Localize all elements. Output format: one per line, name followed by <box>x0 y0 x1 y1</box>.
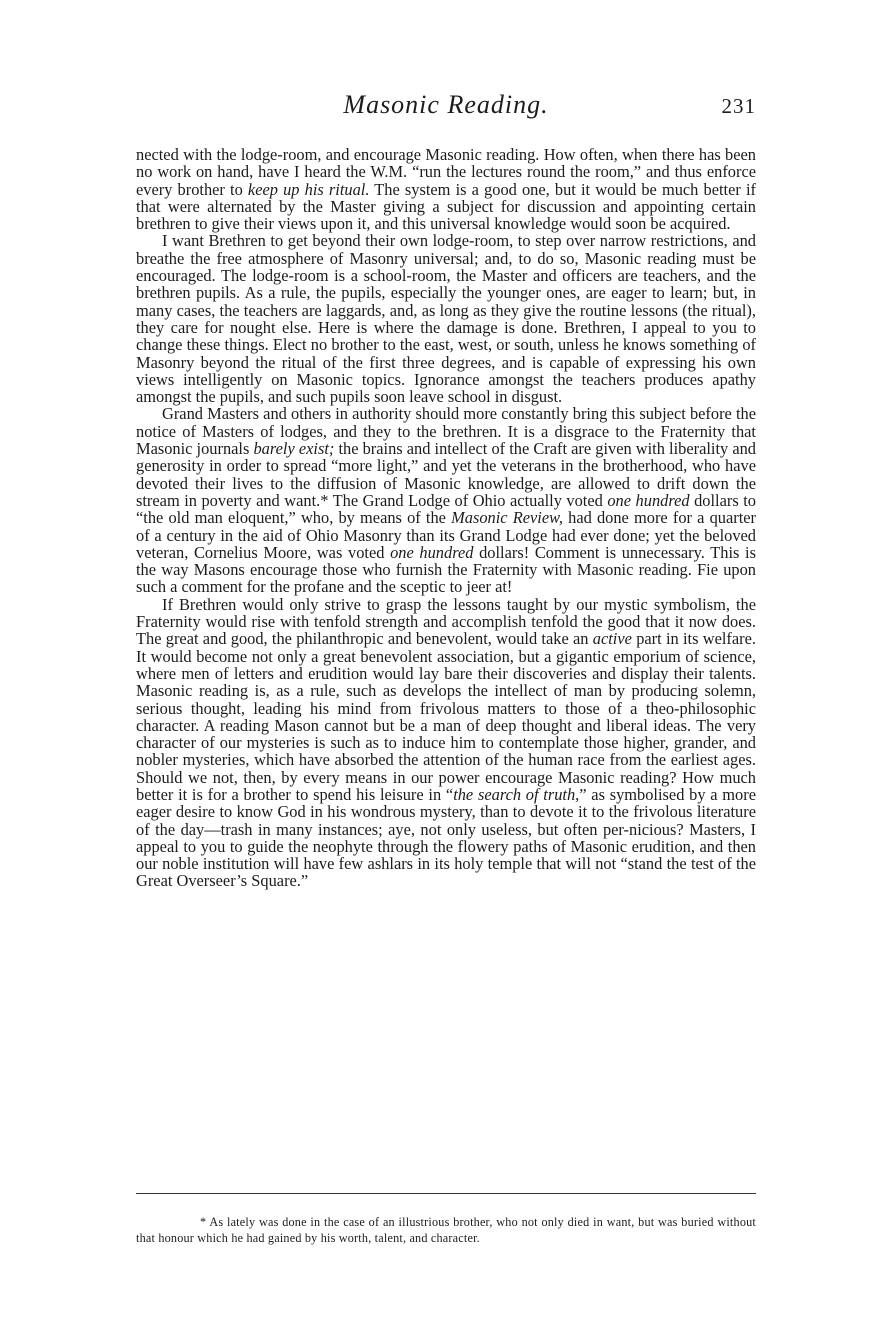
text-segment: nected with the lodge-room, and encourage Masonic reading. How often, when there has been no work on hand, have I heard the W.M. “run the lectures round the room,” and thus enforce every brother to <box>136 145 756 199</box>
footnote-rule <box>136 1193 756 1194</box>
text-segment: If Brethren would only strive to grasp the lessons taught by our mystic symbolism, the Fraternity would rise with tenfold strength and accomplish tenfold the good that it now does. The great and good, the philanthropic and benevolent, would take an <box>136 594 756 649</box>
paragraph-4 <box>136 596 756 890</box>
italic-segment: active <box>592 629 632 649</box>
text-segment: ” as symbolised by a more eager desire to know God in his wondrous mystery, than to devote it to the frivolous literature of the day—trash in many instances; aye, not only useless, but often per-nicious? Masters, I appeal to you to guide the neophyte through the flowery paths of Masonic erudition, and then our noble institution will have few ashlars in its holy temple that will not “stand the test of the Great Overseer’s Square.” <box>136 784 756 891</box>
text-segment: Grand Masters and others in authority should more constantly bring this subject before the notice of Masters of lodges, and they to the brethren. It is a disgrace to the Fraternity that Masonic journals <box>136 404 756 459</box>
italic-segment: barely exist; <box>253 439 335 459</box>
running-title: Masonic Reading. <box>343 90 549 119</box>
italic-segment: keep up his ritual. <box>247 179 370 199</box>
text-segment: the brains and intellect of the Craft are given with liberality and generosity in order to spread “more light,” and yet the veterans in the brotherhood, who have devoted their lives to the diffusion of Masonic knowledge, are allowed to drift down the stream in poverty and want.* The Grand Lodge of Ohio actually voted <box>136 439 756 510</box>
text-segment: part in its welfare. It would become not only a great benevolent association, but a gigantic emporium of science, where men of letters and erudition would lay bare their discoveries and display their talents. Masonic reading is, as a rule, such as develops the intellect of man by producing solemn, serious thought, leading his mind from frivolous matters to those of a theo-philosophic character. A reading Mason cannot but be a man of deep thought and liberal ideas. The very character of our mysteries is such as to induce him to contemplate those higher, grander, and nobler mysteries, which have absorbed the attention of the human race from the earliest ages. Should we not, then, by every means in our power encourage Masonic reading? How much better it is for a brother to spend his leisure in “ <box>136 629 756 804</box>
body-text <box>136 146 756 890</box>
paragraph-2 <box>136 232 756 405</box>
running-head <box>136 90 756 124</box>
paragraph-1 <box>136 146 756 232</box>
text-segment: dollars! Comment is unnecessary. This is the way Masons encourage those who furnish the Fraternity with Masonic reading. Fie upon such a comment for the profane and the sceptic to jeer at! <box>136 542 756 597</box>
text-segment: The system is a good one, but it would be much better if that were alternated by the Master giving a subject for discussion and appointing certain brethren to give their views upon it, and this universal knowledge would soon be acquired. <box>136 179 756 234</box>
italic-segment: the search of truth, <box>453 784 580 804</box>
text-segment: had done more for a quarter of a century in the aid of Ohio Masonry than its Grand Lodge had ever done; yet the beloved veteran, Cornelius Moore, was voted <box>136 508 757 562</box>
text-segment: dollars to “the old man eloquent,” who, by means of the <box>136 490 756 528</box>
italic-segment: Masonic Review, <box>451 508 563 528</box>
italic-segment: one hundred <box>607 490 690 510</box>
italic-segment: one hundred <box>390 542 474 562</box>
text-segment: I want Brethren to get beyond their own lodge-room, to step over narrow restrictions, and breathe the free atmosphere of Masonry universal; and, to do so, Masonic reading must be encouraged. The lodge-room is a school-room, the Master and officers are teachers, and the brethren pupils. As a rule, the pupils, especially the younger ones, are eager to learn; but, in many cases, the teachers are laggards, and, as long as they give the routine lessons (the ritual), they care for nought else. Here is where the damage is done. Brethren, I appeal to you to change these things. Elect no brother to the east, west, or south, unless he knows something of Masonry beyond the ritual of the first three degrees, and is capable of expressing his own views intelligently on Masonic topics. Ignorance amongst the teachers produces apathy amongst the pupils, and such pupils soon leave school in disgust. <box>136 231 756 407</box>
page-number: 231 <box>721 94 756 118</box>
footnote: * As lately was done in the case of an illustrious brother, who not only died in want, but was buried without that honour which he had gained by his worth, talent, and character. <box>136 1215 756 1245</box>
paragraph-3 <box>136 405 756 595</box>
